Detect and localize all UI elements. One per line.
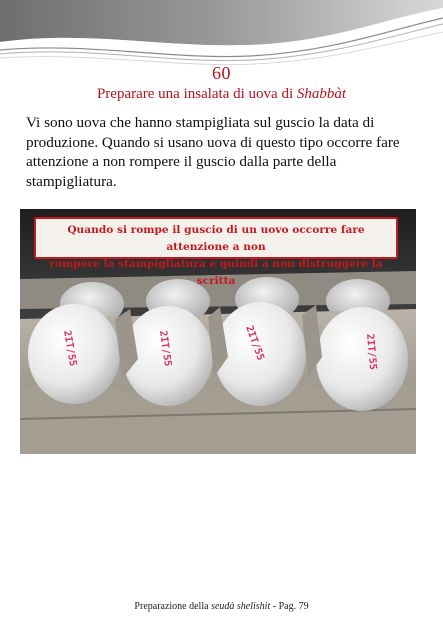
body-paragraph: Vi sono uova che hanno stampigliata sul guscio la data di produzione. Quando si usano uova di questo tipo occorre fare attenzione a non rompere il guscio dalla parte della stampigliatura.: [26, 114, 400, 190]
photo-caption-line1: Quando si rompe il guscio di un uovo occorre fare attenzione a non: [67, 224, 365, 253]
page-footer: [0, 601, 443, 612]
section-title-text: Preparare una insalata di uova di: [96, 86, 297, 102]
egg-stamp: 2IT/55: [61, 329, 79, 368]
footer-page-number: - Pag. 79: [270, 601, 309, 612]
footer-emphasis: seudà shelishit: [211, 601, 271, 612]
footer-prefix: Preparazione della: [134, 601, 212, 612]
header-decoration: [0, 0, 443, 68]
egg-stamp: 2IT/55: [364, 333, 379, 371]
page-section-number: 60: [212, 63, 231, 83]
eggs-photo: [20, 209, 416, 454]
section-title-emphasis: Shabbàt: [296, 86, 347, 102]
section-title: [0, 86, 443, 103]
egg-stamp: 2IT/55: [243, 324, 266, 362]
photo-caption: [34, 217, 398, 287]
photo-caption-line2: rompere la stampigliatura e quindi a non distruggere la scritta: [49, 258, 383, 287]
egg-stamp: 2IT/55: [157, 329, 173, 368]
